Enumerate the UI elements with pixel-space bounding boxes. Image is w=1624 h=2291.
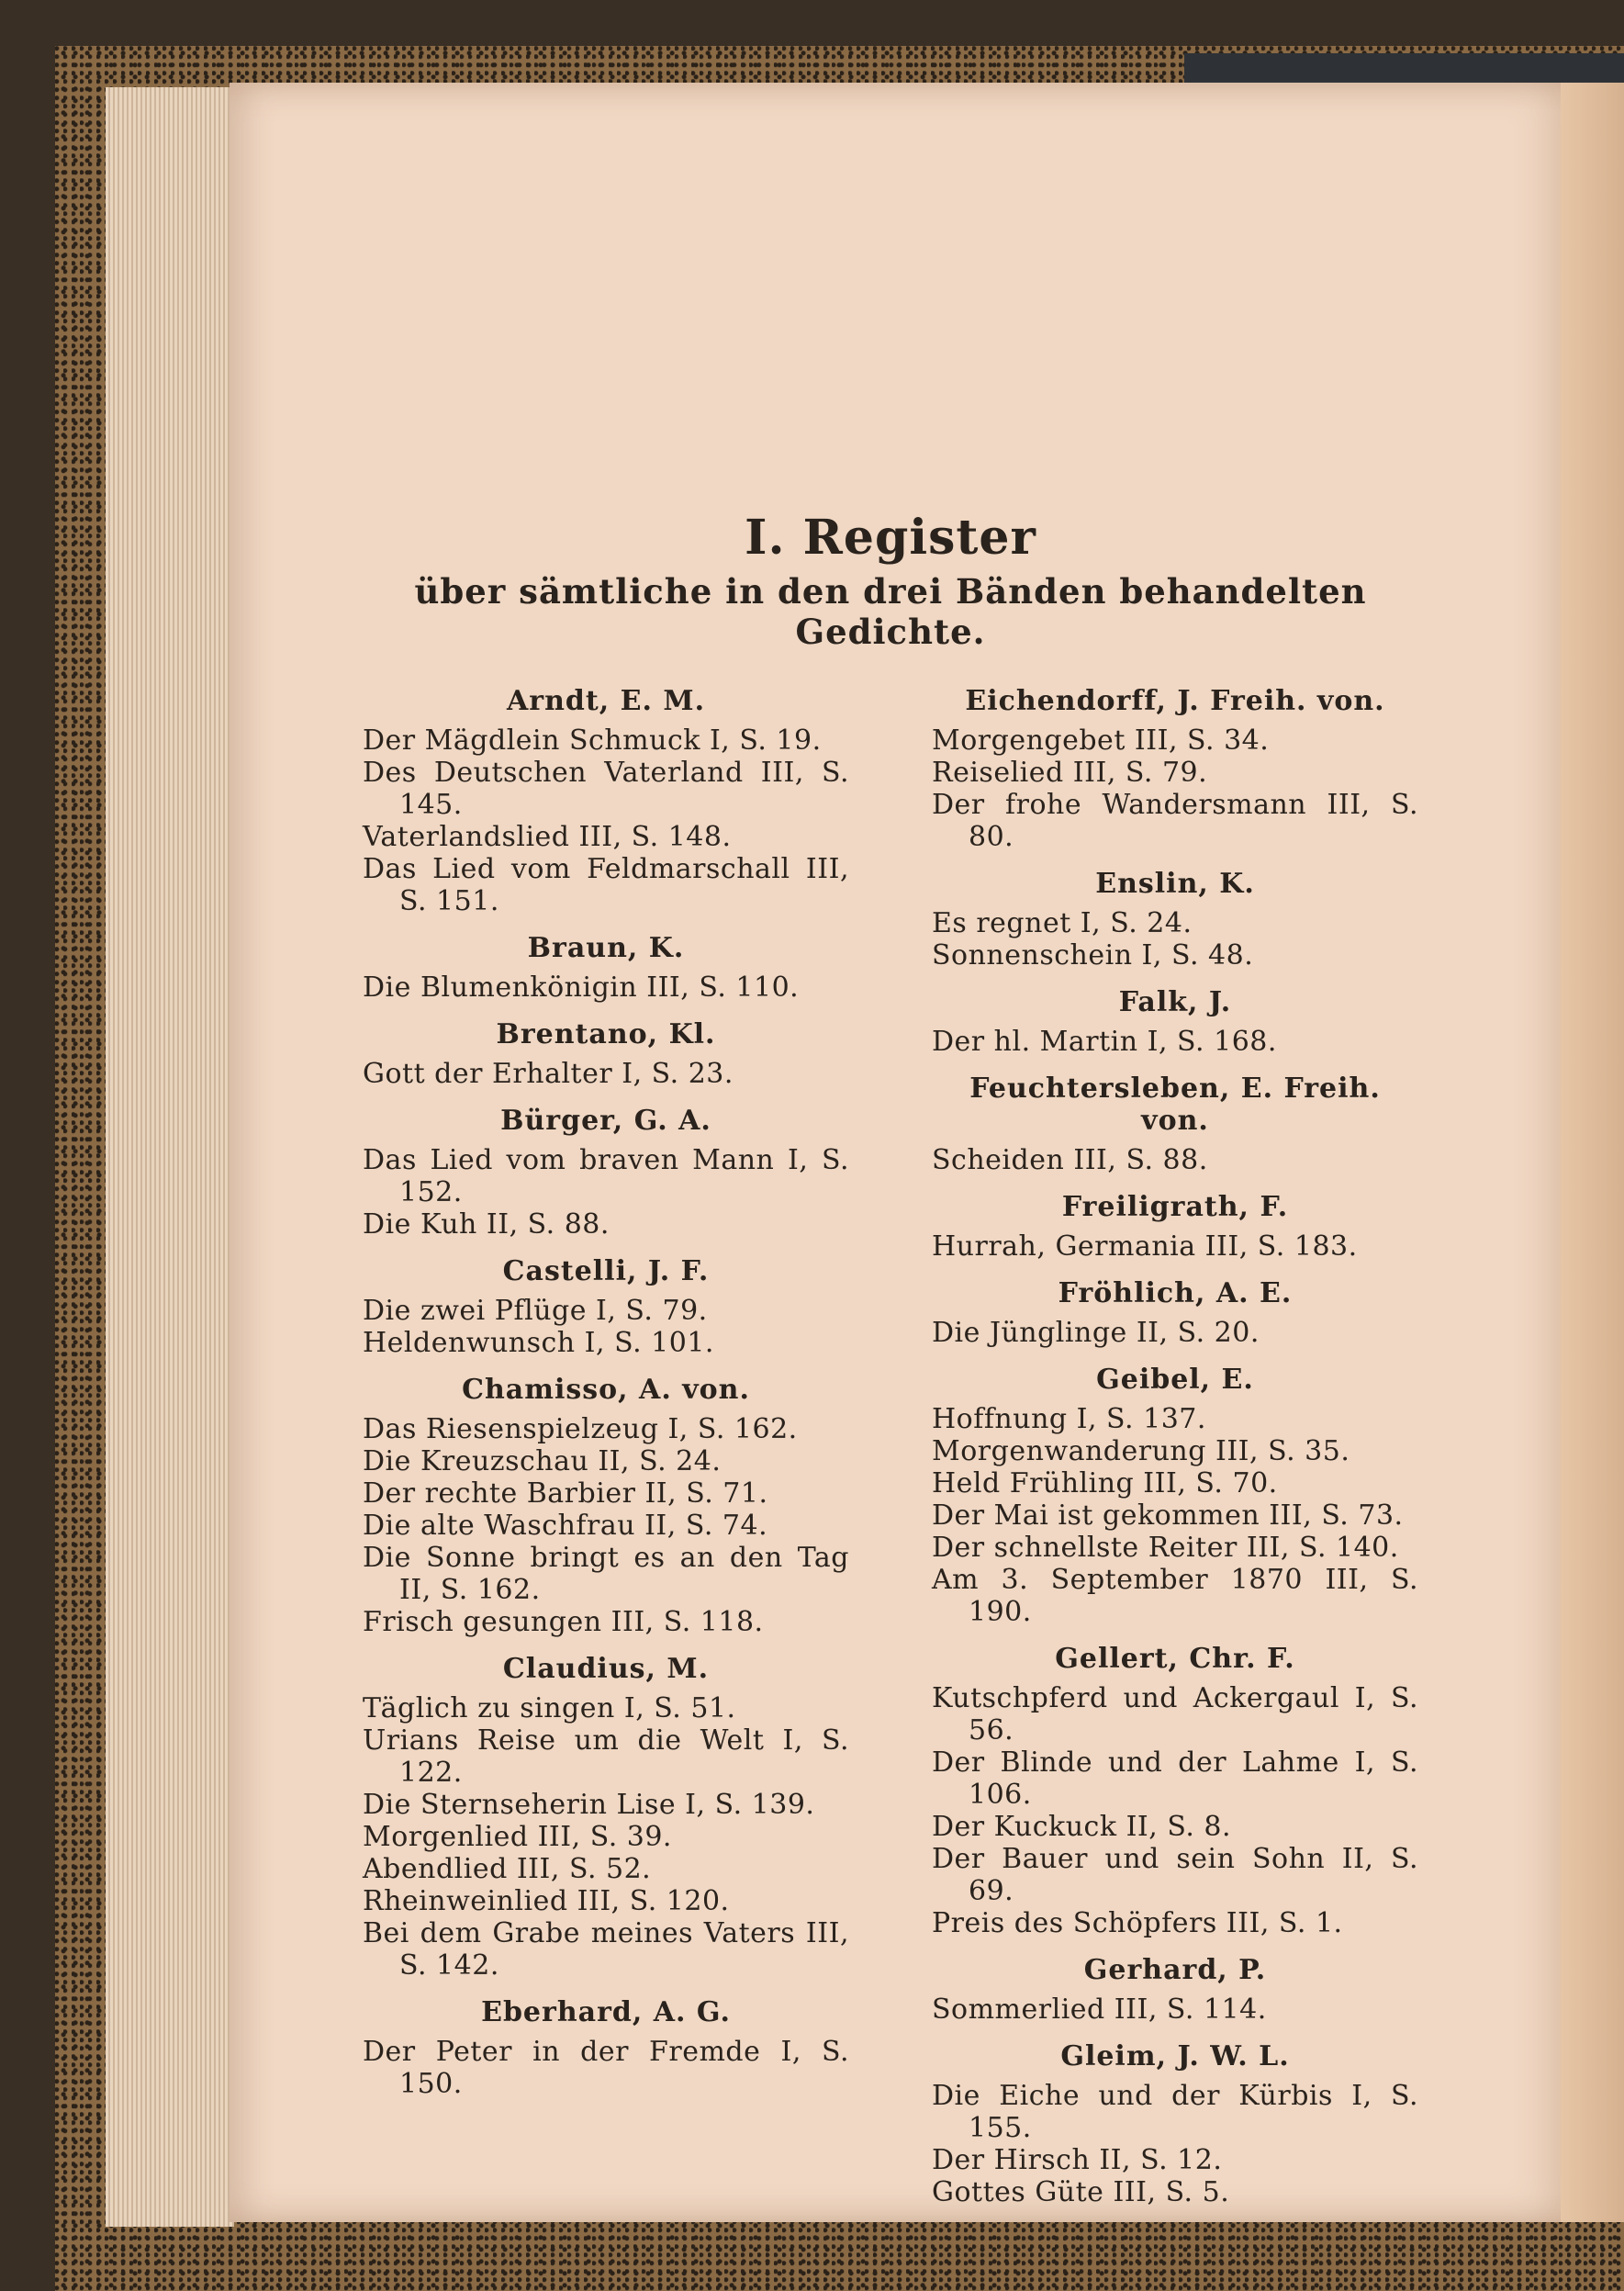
poem-entry: Die Eiche und der Kürbis I, S. 155. [932,2080,1418,2144]
poem-entry: Morgenlied III, S. 39. [363,1821,672,1853]
author-heading: Eberhard, A. G. [481,1996,731,2028]
register-content [363,510,1418,2208]
author-heading: Freiligrath, F. [1061,1191,1289,1223]
author-heading: Gellert, Chr. F. [1055,1643,1295,1675]
author-heading: Feuchtersleben, E. Freih. von. [969,1073,1381,1137]
poem-entry: Die Sonne bringt es an den Tag II, S. 162. [363,1542,849,1606]
poem-entry: Morgengebet III, S. 34. [932,724,1270,757]
poem-entry: Der Mägdlein Schmuck I, S. 19. [363,724,822,757]
poem-entry: Frisch gesungen III, S. 118. [363,1606,764,1638]
author-heading: Gerhard, P. [1083,1954,1267,1986]
poem-entry: Gott der Erhalter I, S. 23. [363,1058,734,1090]
page-right-edge [1561,83,1624,2222]
poem-entry: Reiselied III, S. 79. [932,757,1208,789]
poem-entry: Die zwei Pflüge I, S. 79. [363,1295,708,1327]
poem-entry: Kutschpferd und Ackergaul I, S. 56. [932,1682,1418,1746]
poem-entry: Held Frühling III, S. 70. [932,1467,1278,1499]
poem-entry: Morgenwanderung III, S. 35. [932,1435,1350,1467]
author-heading: Braun, K. [527,932,685,964]
poem-entry: Rheinweinlied III, S. 120. [363,1885,730,1917]
poem-entry: Scheiden III, S. 88. [932,1144,1208,1176]
page-stack-edge [106,87,234,2227]
poem-entry: Der Peter in der Fremde I, S. 150. [363,2036,849,2100]
register-column-right [932,685,1418,2208]
author-heading: Gleim, J. W. L. [1060,2040,1290,2072]
poem-entry: Urians Reise um die Welt I, S. 122. [363,1724,849,1789]
poem-entry: Der Hirsch II, S. 12. [932,2144,1223,2176]
register-columns [363,685,1418,2208]
register-title: I. Register [745,510,1036,566]
poem-entry: Die Blumenkönigin III, S. 110. [363,971,800,1004]
poem-entry: Sommerlied III, S. 114. [932,1993,1267,2026]
poem-entry: Die Kuh II, S. 88. [363,1208,610,1241]
poem-entry: Es regnet I, S. 24. [932,907,1193,939]
author-heading: Eichendorff, J. Freih. von. [965,685,1385,717]
poem-entry: Der Blinde und der Lahme I, S. 106. [932,1746,1418,1811]
poem-entry: Die Kreuzschau II, S. 24. [363,1445,722,1477]
poem-entry: Die alte Waschfrau II, S. 74. [363,1510,768,1542]
poem-entry: Bei dem Grabe meines Vaters III, S. 142. [363,1917,849,1982]
author-heading: Geibel, E. [1096,1364,1254,1396]
author-heading: Enslin, K. [1095,868,1255,900]
poem-entry: Der hl. Martin I, S. 168. [932,1026,1277,1058]
author-heading: Brentano, Kl. [496,1018,716,1050]
author-heading: Claudius, M. [502,1653,710,1685]
poem-entry: Das Lied vom Feldmarschall III, S. 151. [363,853,849,917]
poem-entry: Der rechte Barbier II, S. 71. [363,1477,768,1510]
poem-entry: Vaterlandslied III, S. 148. [363,821,732,853]
author-heading: Castelli, J. F. [502,1255,710,1287]
poem-entry: Heldenwunsch I, S. 101. [363,1327,714,1359]
poem-entry: Am 3. September 1870 III, S. 190. [932,1564,1418,1628]
poem-entry: Gottes Güte III, S. 5. [932,2176,1230,2208]
poem-entry: Hurrah, Germania III, S. 183. [932,1230,1358,1263]
poem-entry: Das Lied vom braven Mann I, S. 152. [363,1144,849,1208]
poem-entry: Sonnenschein I, S. 48. [932,939,1254,971]
poem-entry: Der Bauer und sein Sohn II, S. 69. [932,1843,1418,1907]
poem-entry: Der schnellste Reiter III, S. 140. [932,1532,1399,1564]
poem-entry: Der Mai ist gekommen III, S. 73. [932,1499,1404,1532]
author-heading: Fröhlich, A. E. [1058,1277,1293,1309]
author-heading: Chamisso, A. von. [462,1374,750,1406]
poem-entry: Hoffnung I, S. 137. [932,1403,1206,1435]
author-heading: Arndt, E. M. [506,685,706,717]
register-subtitle: über sämtliche in den drei Bänden behandelten Gedichte. [414,571,1367,652]
poem-entry: Das Riesenspielzeug I, S. 162. [363,1413,798,1445]
poem-entry: Die Sternseherin Lise I, S. 139. [363,1789,815,1821]
poem-entry: Abendlied III, S. 52. [363,1853,652,1885]
poem-entry: Der frohe Wandersmann III, S. 80. [932,789,1418,853]
poem-entry: Täglich zu singen I, S. 51. [363,1692,736,1724]
poem-entry: Die Jünglinge II, S. 20. [932,1317,1260,1349]
register-column-left [363,685,849,2208]
poem-entry: Der Kuckuck II, S. 8. [932,1811,1232,1843]
poem-entry: Des Deutschen Vaterland III, S. 145. [363,757,849,821]
author-heading: Bürger, G. A. [500,1105,711,1137]
poem-entry: Preis des Schöpfers III, S. 1. [932,1907,1343,1939]
author-heading: Falk, J. [1118,986,1232,1018]
